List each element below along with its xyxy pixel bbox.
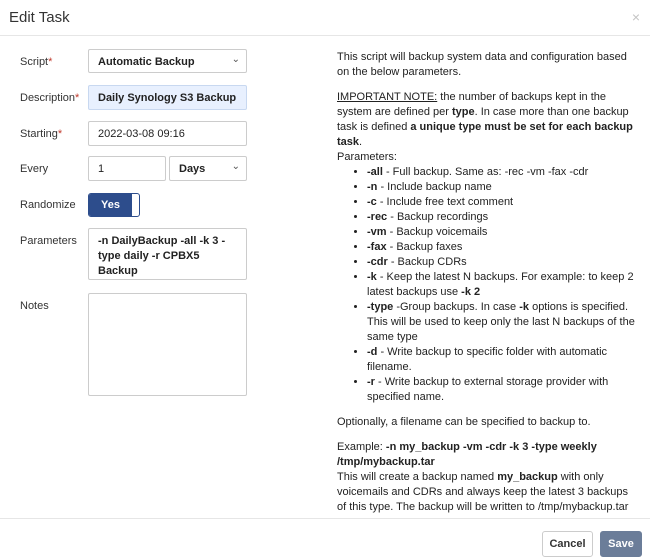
every-input-value: 1 xyxy=(98,163,105,175)
every-label: Every xyxy=(20,163,49,175)
every-unit-select[interactable] xyxy=(169,156,247,181)
parameters-label: Parameters xyxy=(20,235,77,247)
param-item: • -c - Include free text comment xyxy=(367,195,637,210)
param-item: • -r - Write backup to external storage provider with specified name. xyxy=(367,375,637,405)
every-unit-value: Days xyxy=(179,163,206,175)
param-item: • -cdr - Backup CDRs xyxy=(367,255,637,270)
parameters-textarea-value: -n DailyBackup -all -k 3 -type daily -r CPBX5 Backup xyxy=(98,235,226,277)
param-item: • -n - Include backup name xyxy=(367,180,637,195)
dialog-footer xyxy=(0,518,650,560)
randomize-toggle-label: Yes xyxy=(89,194,132,216)
script-select[interactable] xyxy=(88,49,247,73)
param-item: • -all - Full backup. Same as: -rec -vm -fax -cdr xyxy=(367,165,637,180)
help-params-list xyxy=(337,165,637,405)
description-label: Description* xyxy=(20,92,80,104)
description-input[interactable] xyxy=(88,85,247,110)
randomize-label: Randomize xyxy=(20,199,76,211)
script-label: Script* xyxy=(20,56,53,68)
randomize-toggle[interactable] xyxy=(88,193,140,217)
help-panel xyxy=(337,50,637,525)
starting-label: Starting* xyxy=(20,128,63,140)
param-item: • -d - Write backup to specific folder with automatic filename. xyxy=(367,345,637,375)
param-item: • -fax - Backup faxes xyxy=(367,240,637,255)
dialog-header xyxy=(0,0,650,36)
description-input-value: Daily Synology S3 Backup xyxy=(98,92,237,104)
dialog-title: Edit Task xyxy=(9,9,70,26)
notes-textarea[interactable] xyxy=(88,293,247,396)
notes-label: Notes xyxy=(20,300,49,312)
help-example: Example: -n my_backup -vm -cdr -k 3 -type weekly /tmp/mybackup.tar This will create a backup named my_backup with only voicemails and CDRs and always keep the latest 3 backups of this type. The backup will be written to /tmp/mybackup.tar xyxy=(337,441,629,513)
param-item: • -k - Keep the latest N backups. For example: to keep 2 latest backups use -k 2 xyxy=(367,270,637,300)
starting-input[interactable] xyxy=(88,121,247,146)
close-icon[interactable]: × xyxy=(631,9,640,25)
cancel-button[interactable]: Cancel xyxy=(542,531,593,557)
chevron-down-icon: ⌄ xyxy=(231,161,240,172)
param-item: • -rec - Backup recordings xyxy=(367,210,637,225)
every-input[interactable] xyxy=(88,156,166,181)
starting-input-value: 2022-03-08 09:16 xyxy=(98,128,185,140)
help-optional: Optionally, a filename can be specified to backup to. xyxy=(337,416,591,428)
chevron-down-icon: ⌄ xyxy=(231,54,240,65)
script-select-value: Automatic Backup xyxy=(98,56,195,68)
help-important-note: IMPORTANT NOTE: the number of backups kept in the system are defined per type. In case more than one backup task is defined a unique type must be set for each backup task. Parameters: xyxy=(337,91,633,163)
help-intro: This script will backup system data and configuration based on the below parameters. xyxy=(337,51,627,78)
param-item: • -vm - Backup voicemails xyxy=(367,225,637,240)
save-button[interactable]: Save xyxy=(600,531,642,557)
param-item: • -type -Group backups. In case -k options is specified. This will be used to keep only the last N backups of the same type xyxy=(367,300,637,345)
parameters-textarea[interactable] xyxy=(88,228,247,280)
